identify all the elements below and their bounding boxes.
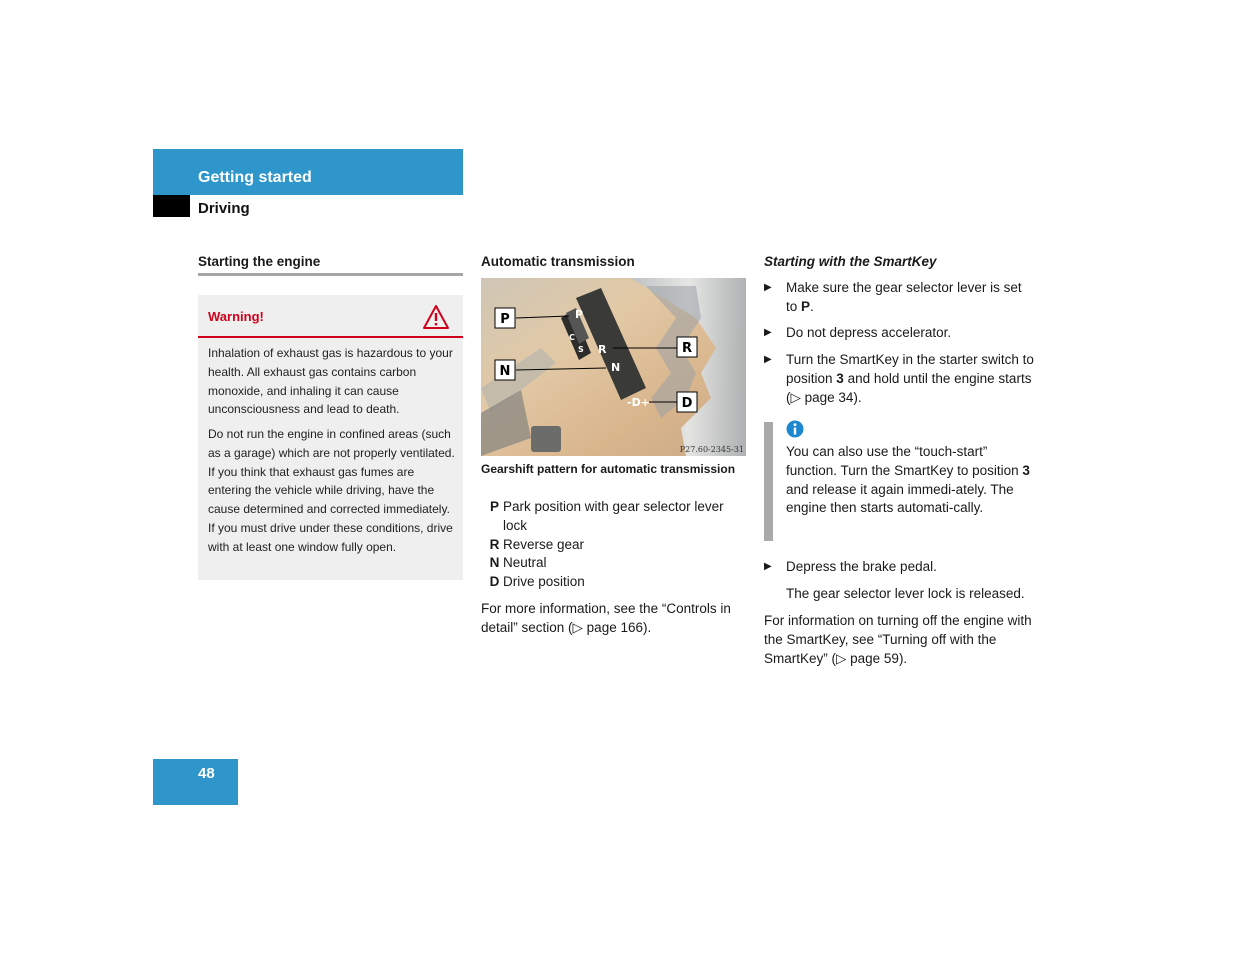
heading-rule — [198, 273, 463, 276]
info-sidebar — [764, 422, 773, 541]
svg-text:S: S — [578, 345, 584, 354]
warning-paragraph-2: Do not run the engine in confined areas (such as a garage) which are not properly ventilated. If you think that exhaust gas fumes are entering the vehicle while driving, have the cause determined and corrected immediately. If you must drive under these conditions, drive with at least one window fully open. — [208, 427, 455, 554]
page-number-box — [153, 759, 238, 805]
svg-text:P: P — [500, 312, 510, 327]
info-text: You can also use the “touch-start” function. Turn the SmartKey to position — [786, 444, 1023, 478]
warning-triangle-icon — [422, 304, 450, 330]
legend-desc: Park position with gear selector lever lock — [503, 499, 724, 533]
svg-text:P27.60-2345-31: P27.60-2345-31 — [679, 445, 744, 454]
svg-text:N: N — [499, 364, 511, 379]
gear-legend — [486, 498, 746, 592]
turning-off-reference: For information on turning off the engine with the SmartKey, see “Turning off with the SmartKey” (▷ page 59). — [764, 613, 1032, 666]
legend-row-reverse — [486, 536, 746, 555]
step-bullet-icon: ▶ — [764, 327, 772, 338]
subsection-title: Driving — [198, 200, 250, 217]
svg-text:N: N — [611, 361, 621, 374]
warning-paragraph-1: Inhalation of exhaust gas is hazardous to your health. All exhaust gas contains carbon monoxide, and inhaling it can cause unconsciousness and lead to death. — [208, 346, 453, 417]
info-note — [786, 443, 1036, 518]
info-text-end: and release it again immedi-ately. The engine then starts automati-cally. — [786, 481, 1014, 516]
step-bullet-icon: ▶ — [764, 561, 772, 572]
svg-text:R: R — [681, 341, 693, 356]
info-bold: 3 — [1022, 462, 1030, 478]
svg-text:-D+: -D+ — [627, 396, 650, 409]
step-text: Make sure the gear selector lever is set to — [786, 280, 1022, 314]
page-number: 48 — [198, 765, 215, 782]
svg-text:C: C — [569, 333, 575, 342]
legend-key: P — [489, 499, 499, 514]
legend-desc: Drive position — [503, 574, 585, 590]
legend-key: R — [489, 536, 500, 552]
svg-text:D: D — [681, 396, 693, 411]
section-title: Getting started — [198, 169, 312, 186]
legend-row-drive — [486, 573, 746, 592]
gearshift-pattern-image — [481, 278, 746, 456]
legend-desc: Reverse gear — [503, 536, 585, 552]
svg-text:R: R — [598, 343, 607, 356]
image-caption: Gearshift pattern for automatic transmission — [481, 462, 736, 476]
warning-header — [198, 295, 463, 338]
warning-label: Warning! — [208, 309, 264, 324]
step-text-end: . — [810, 298, 814, 314]
legend-desc: Neutral — [503, 555, 547, 571]
controls-detail-reference: For more information, see the “Controls in detail” section (▷ page 166). — [481, 601, 731, 635]
section-tab-marker — [153, 195, 190, 217]
step-brake-pedal — [764, 558, 1034, 577]
step-text: Do not depress accelerator. — [786, 325, 952, 340]
step-text: Depress the brake pedal. — [786, 559, 937, 574]
legend-key: D — [489, 574, 500, 590]
step-bold: P — [801, 298, 811, 314]
step-result: The gear selector lever lock is released. — [786, 586, 1025, 601]
legend-row-neutral — [486, 554, 746, 573]
info-icon — [786, 420, 804, 438]
step-gear-selector — [764, 279, 1034, 317]
step-bullet-icon: ▶ — [764, 354, 772, 365]
step-text-end: and hold until the engine starts (▷ page 34). — [786, 370, 1032, 405]
legend-row-park — [486, 498, 746, 536]
step-bold: 3 — [836, 370, 844, 386]
starting-engine-heading: Starting the engine — [198, 254, 321, 269]
svg-text:P: P — [575, 308, 584, 321]
step-turn-smartkey — [764, 351, 1034, 407]
warning-box — [198, 295, 463, 580]
step-text: Turn the SmartKey in the starter switch to position — [786, 352, 1034, 386]
step-accelerator — [764, 324, 1034, 343]
legend-key: N — [489, 555, 500, 571]
automatic-transmission-heading: Automatic transmission — [481, 254, 635, 269]
step-bullet-icon: ▶ — [764, 282, 772, 293]
smartkey-heading: Starting with the SmartKey — [764, 254, 937, 269]
